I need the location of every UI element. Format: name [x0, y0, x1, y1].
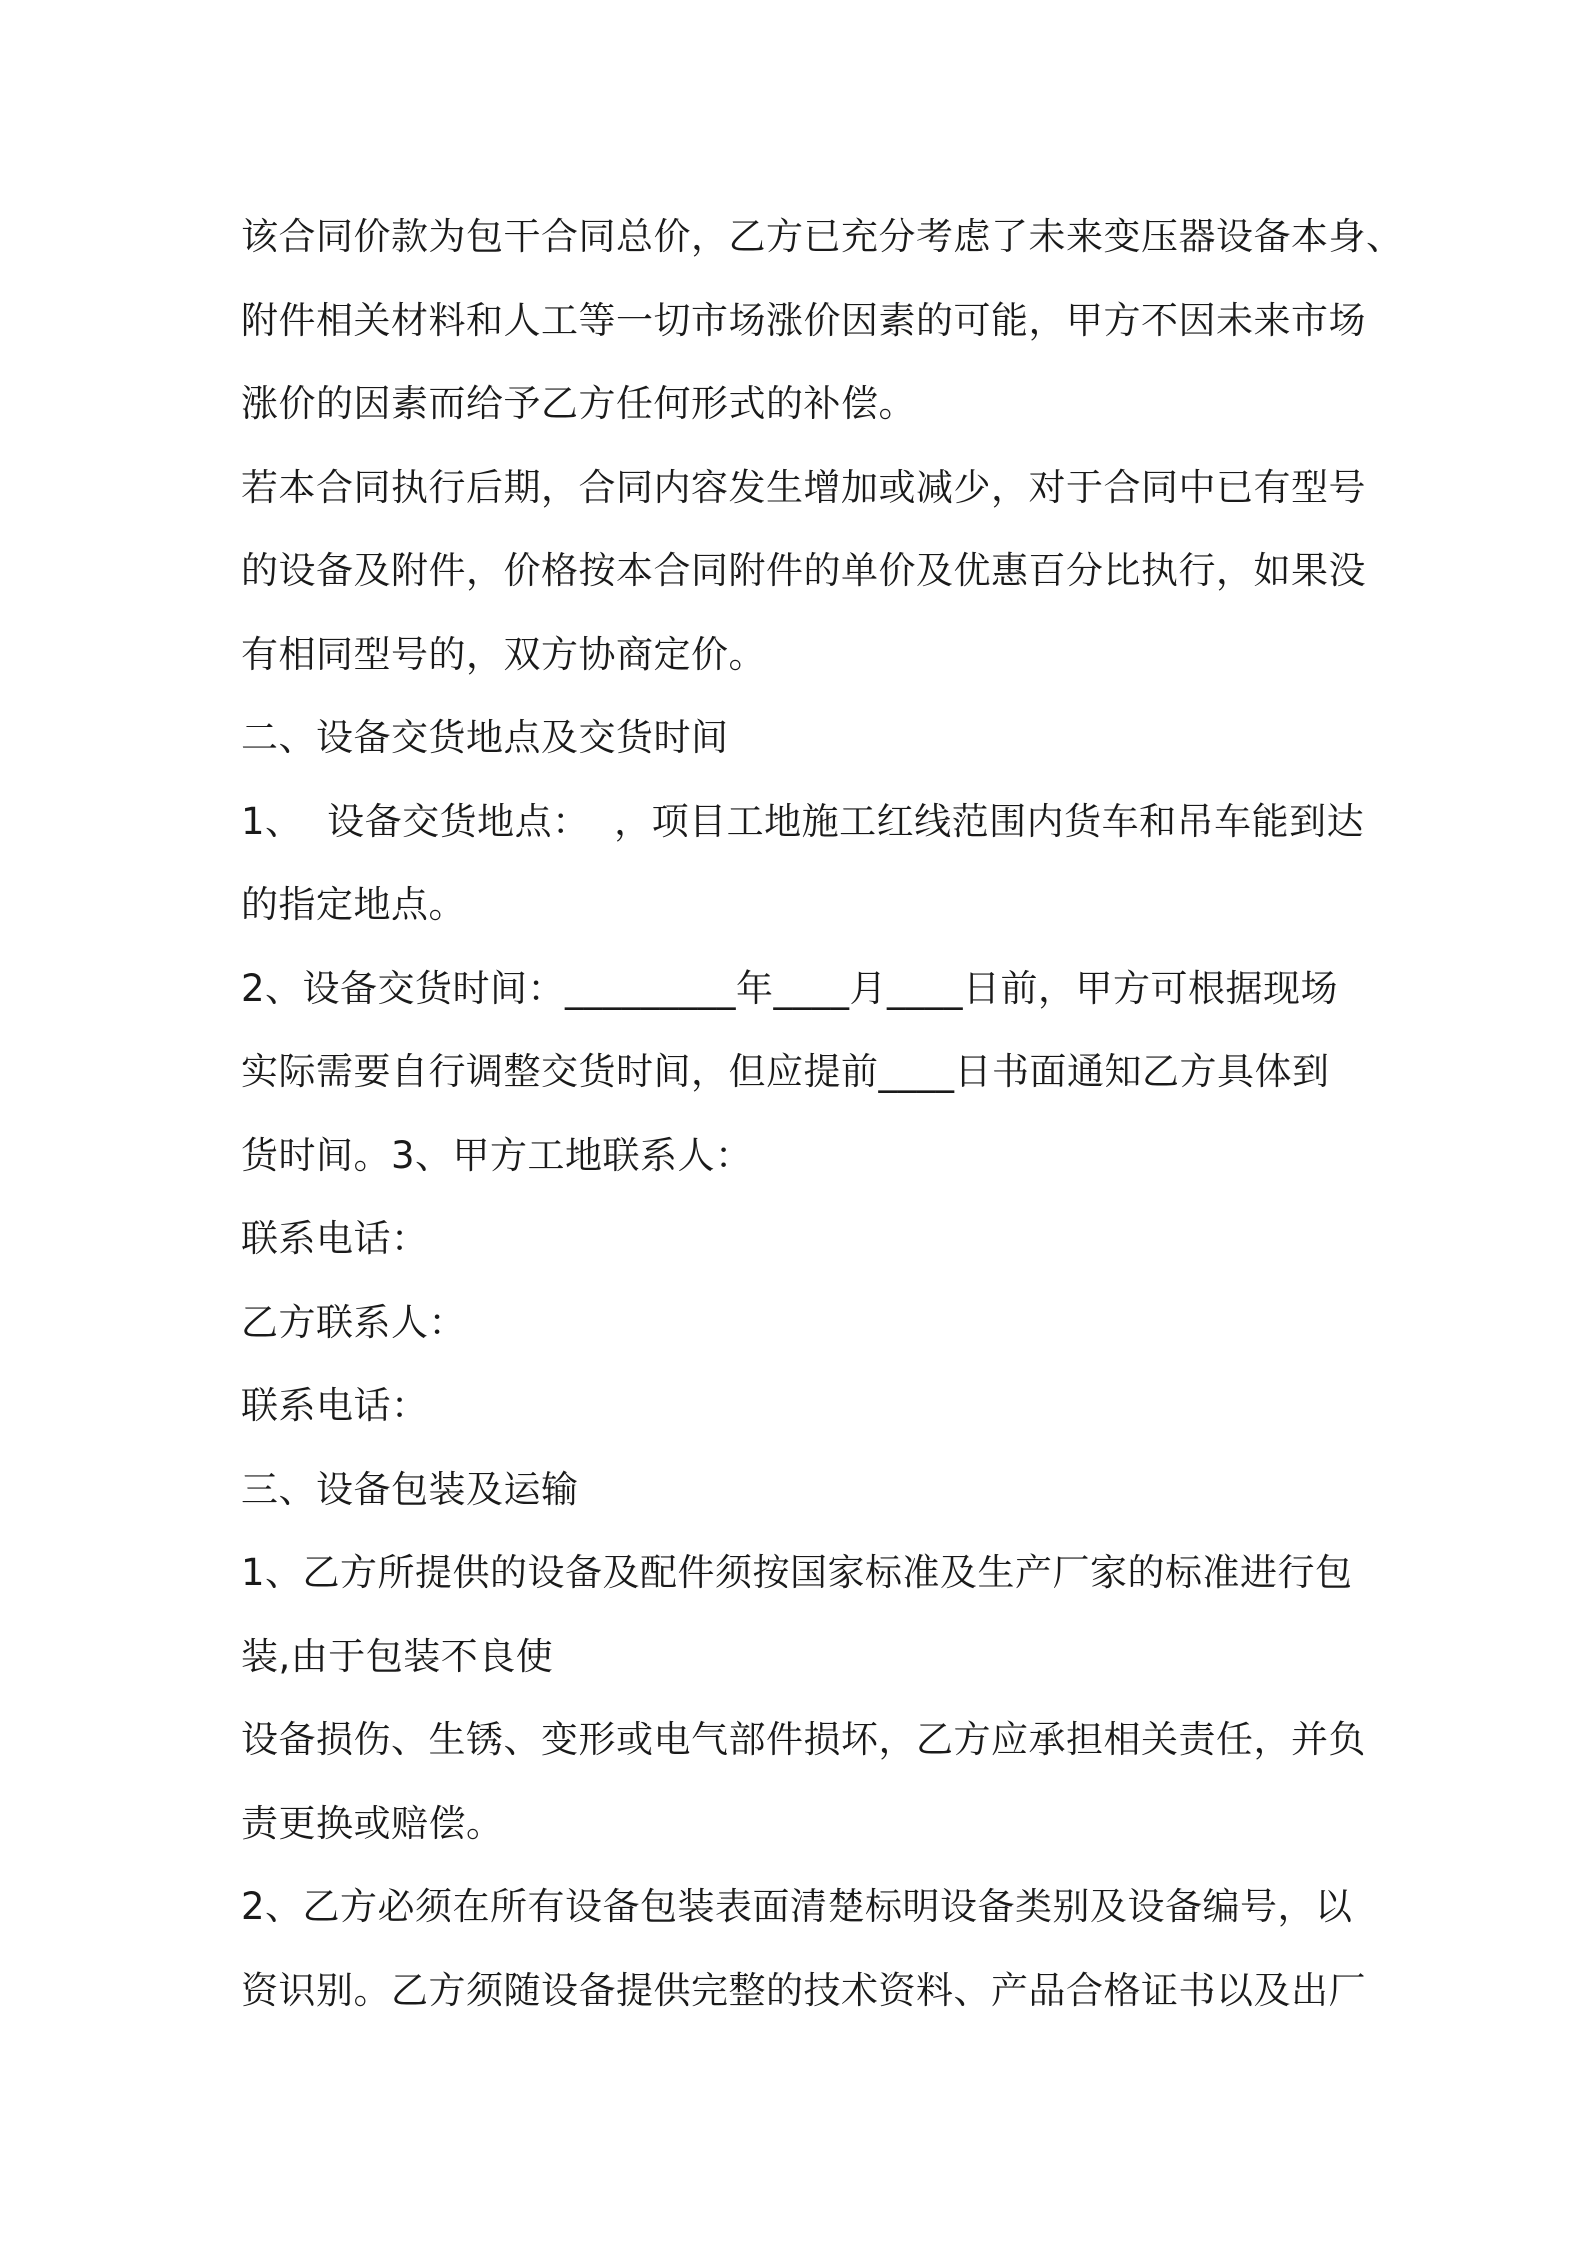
section-heading: 三、设备包装及运输 — [241, 1467, 579, 1511]
text-line: 责更换或赔偿。 — [241, 1801, 504, 1845]
text-line: 若本合同执行后期，合同内容发生增加或减少，对于合同中已有型号 — [241, 465, 1366, 509]
text-line: 的指定地点。 — [241, 883, 466, 926]
text-line: 联系电话： — [241, 1384, 429, 1427]
text-line: 附件相关材料和人工等一切市场涨价因素的可能，甲方不因未来市场 — [241, 298, 1366, 342]
text-line: 装,由于包装不良使 — [241, 1634, 554, 1678]
text-line: 有相同型号的，双方协商定价。 — [241, 632, 766, 676]
text-line: 的设备及附件，价格按本合同附件的单价及优惠百分比执行，如果没 — [241, 549, 1366, 592]
text-line: 资识别。乙方须随设备提供完整的技术资料、产品合格证书以及出厂 — [241, 1968, 1366, 2012]
text-line: 2、乙方必须在所有设备包装表面清楚标明设备类别及设备编号，以 — [241, 1885, 1353, 1928]
text-line: 货时间。3、甲方工地联系人： — [241, 1133, 753, 1177]
text-line: 乙方联系人： — [241, 1300, 466, 1344]
text-line: 涨价的因素而给予乙方任何形式的补偿。 — [241, 382, 916, 425]
document-body — [241, 195, 1404, 2032]
text-line: 实际需要自行调整交货时间，但应提前____日书面通知乙方具体到 — [241, 1050, 1330, 1093]
text-line: 1、乙方所提供的设备及配件须按国家标准及生产厂家的标准进行包 — [241, 1551, 1353, 1594]
text-line: 设备损伤、生锈、变形或电气部件损坏，乙方应承担相关责任，并负 — [241, 1718, 1366, 1761]
section-heading: 二、设备交货地点及交货时间 — [241, 716, 729, 759]
text-line: 1、 设备交货地点： ，项目工地施工红线范围内货车和吊车能到达 — [241, 799, 1365, 843]
text-line: 联系电话： — [241, 1217, 429, 1260]
text-line: 该合同价款为包干合同总价，乙方已充分考虑了未来变压器设备本身、 — [241, 215, 1404, 258]
text-line: 2、设备交货时间：_________年____月____日前，甲方可根据现场 — [241, 966, 1339, 1010]
